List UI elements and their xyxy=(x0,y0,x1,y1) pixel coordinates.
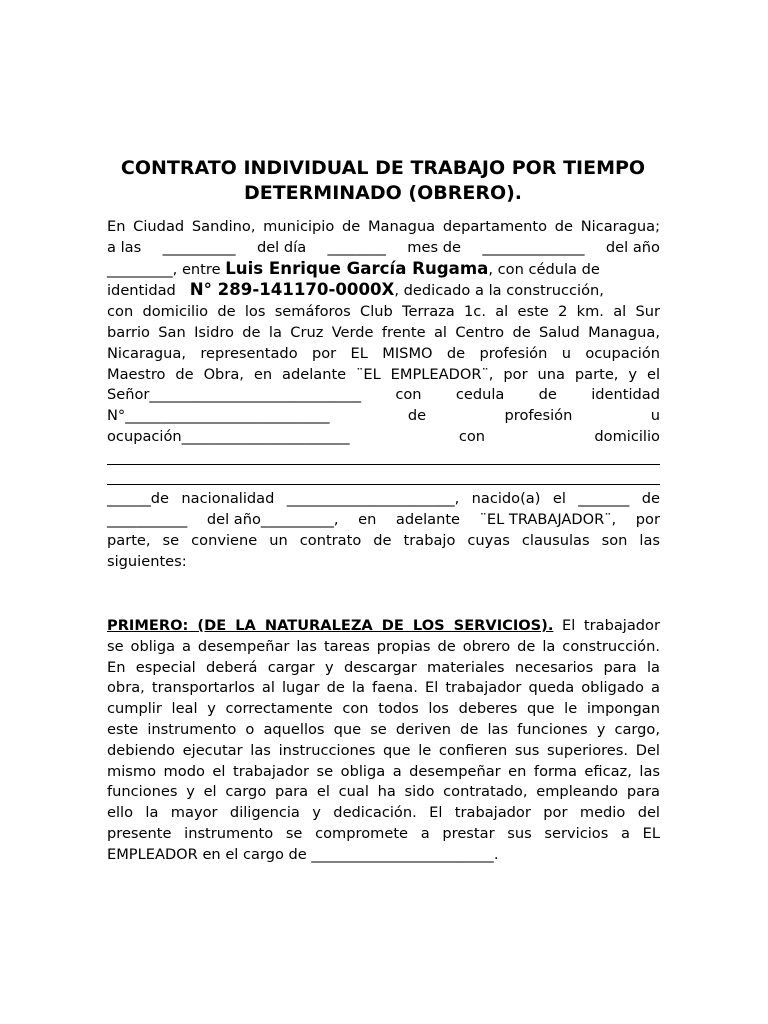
worker-name-line xyxy=(107,385,660,406)
clause-line: este instrumento o aquellos que se deriven de las funciones y cargo, xyxy=(107,720,660,738)
document-title xyxy=(107,156,659,206)
intro-line: parte, se conviene un contrato de trabajo cuyas clausulas son las xyxy=(107,531,660,549)
text-span: , entre xyxy=(172,260,226,278)
intro-line: Maestro de Obra, en adelante ¨EL EMPLEADOR¨, por una parte, y el xyxy=(107,365,660,383)
text-span: de xyxy=(407,407,427,425)
employer-line xyxy=(107,259,600,281)
text-span: del año xyxy=(605,238,660,256)
intro-line: ______de nacionalidad _______________________, nacido(a) el _______ de xyxy=(107,490,660,508)
text-span: por xyxy=(635,511,660,529)
text-span: N°____________________________ xyxy=(107,407,330,425)
intro-line xyxy=(107,259,660,281)
text-span: identidad xyxy=(591,386,660,404)
text-span: profesión xyxy=(504,407,573,425)
intro-paragraph xyxy=(107,217,660,573)
clause-line: ello la mayor diligencia y dedicación. El trabajador por medio del xyxy=(107,804,660,822)
text-span: , con cédula de xyxy=(488,260,600,278)
title-line-1: CONTRATO INDIVIDUAL DE TRABAJO POR TIEMPO xyxy=(120,157,646,179)
blank-address-line xyxy=(107,469,660,490)
blank-field: ________ xyxy=(327,238,386,256)
clause-line: debiendo ejecutar las instrucciones que le confieren sus superiores. Del xyxy=(107,741,660,759)
clause-line: En especial deberá cargar y descargar materiales necesarios para la xyxy=(107,658,660,676)
text-span: identidad xyxy=(107,282,181,300)
employer-name: Luis Enrique García Rugama xyxy=(225,258,489,278)
text-span: adelante xyxy=(395,511,461,529)
blank-field: ___________ xyxy=(107,511,188,529)
text-span: ocupación_______________________ xyxy=(107,427,350,445)
text-span: El trabajador xyxy=(553,617,660,634)
clause-heading-line xyxy=(107,616,660,637)
text-span: con xyxy=(458,427,486,445)
clause-line: presente instrumento se compromete a prestar sus servicios a EL xyxy=(107,824,660,842)
blank-field: ______________ xyxy=(482,238,585,256)
text-span: u xyxy=(650,407,660,425)
text-span: mes de xyxy=(407,238,461,256)
worker-occupation-line xyxy=(107,427,660,448)
clause-line: funciones y el cargo para el cual ha sido contratado, empleando para xyxy=(107,783,660,801)
text-span: del año__________, xyxy=(206,511,339,529)
text-span: ¨EL TRABAJADOR¨, xyxy=(479,511,617,529)
blank-field: __________ xyxy=(162,238,236,256)
intro-line: En Ciudad Sandino, municipio de Managua departamento de Nicaragua; xyxy=(107,218,660,235)
blank-field: _________ xyxy=(107,260,173,278)
text-span: con xyxy=(395,386,422,404)
blank-address-line xyxy=(107,448,660,469)
employer-id-line xyxy=(107,280,604,302)
clause-line: mismo modo el trabajador se obliga a desempeñar en forma eficaz, las xyxy=(107,762,660,780)
intro-line: barrio San Isidro de la Cruz Verde frente al Centro de Salud Managua, xyxy=(107,323,660,341)
text-span: de xyxy=(538,386,557,404)
intro-line: siguientes: xyxy=(107,552,187,570)
clause-primero xyxy=(107,616,660,866)
text-span: Señor_____________________________ xyxy=(107,386,362,404)
text-span: domicilio xyxy=(594,427,660,445)
text-span: a las xyxy=(107,238,142,256)
text-span: cedula xyxy=(455,386,505,404)
text-span: , dedicado a la construcción, xyxy=(394,282,604,300)
intro-line xyxy=(107,280,660,302)
intro-line: Nicaragua, representado por EL MISMO de profesión u ocupación xyxy=(107,344,660,362)
text-span: del día xyxy=(256,238,307,256)
title-line-2: DETERMINADO (OBRERO). xyxy=(243,182,523,204)
clause-line: EMPLEADOR en el cargo de _________________________. xyxy=(107,845,499,863)
clause-line: cumplir leal y correctamente con todos los deberes que le impongan xyxy=(107,700,660,718)
intro-line: con domicilio de los semáforos Club Terraza 1c. al este 2 km. al Sur xyxy=(107,303,660,321)
employer-id-number: N° 289-141170-0000X xyxy=(189,280,395,300)
intro-line xyxy=(107,238,660,259)
worker-id-line xyxy=(107,406,660,427)
clause-line: obra, transportarlos al lugar de la faena. El trabajador queda obligado a xyxy=(107,679,660,697)
clause-label: PRIMERO: xyxy=(107,617,189,634)
clause-line: se obliga a desempeñar las tareas propias de obrero de la construcción. xyxy=(107,637,660,655)
intro-line xyxy=(107,510,660,531)
clause-heading: (DE LA NATURALEZA DE LOS SERVICIOS). xyxy=(197,617,554,634)
text-span: en xyxy=(358,511,377,529)
